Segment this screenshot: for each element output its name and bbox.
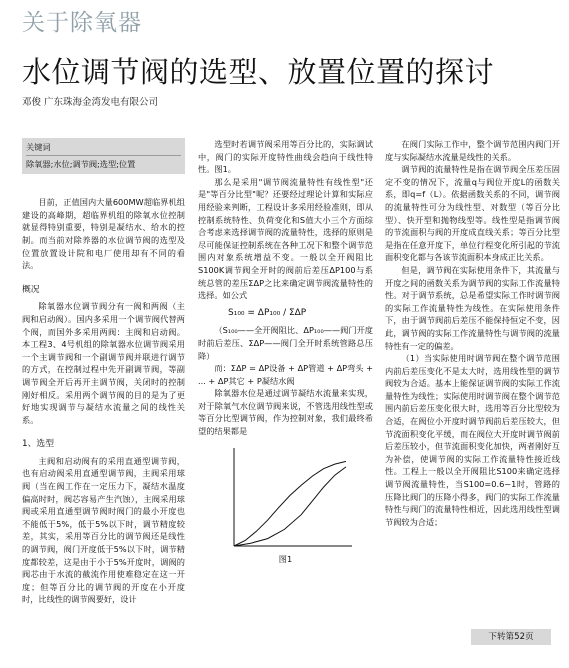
col2-paragraph-1: 选型时若调节阀采用等百分比的，实际调试中，阀门的实际开度特性曲线会趋向于线性特性。图1。: [198, 139, 373, 175]
chart-series-line-2: [234, 467, 346, 546]
intro-paragraph: 目前，正值国内大量600MW超临界机组建设的高峰期，超临界机组的除氧水位控制就显得特别重要，特别是凝结水、给水的控制。而当前对除养器的水位调节阀的选型及位置放置设计院和电厂使用却有不同的看法。: [22, 197, 185, 271]
col3-paragraph-3: 但是，调节阀在实际使用条件下，其流量与开度之间的函数关系为调节阀的实际工作流量特性。对于调节系统，总是希望实际工作时调节阀的实际工作流量特性为线性。在实际使用条件下，由于调节阀前后差压不能保持恒定不变，因此，调节阀的实际工作流量特性与调节阀的流量特性有一定的偏差。: [385, 264, 560, 351]
col3-paragraph-1: 在阀门实际工作中，整个调节范围内阀门开度与实际凝结水流量是线性的关系。: [385, 139, 560, 162]
keywords-text: 除氧器;水位;调节阀;选型;位置: [26, 158, 136, 169]
section-1-heading: 1、选型: [22, 439, 54, 450]
section-1-paragraph: 主阀和启动阀有的采用直通型调节阀，也有启动阀采用直通型调节阀，主阀采用球阀（当在阀工作在一定压力下，凝结水温度偏高时时，阀芯容易产生汽蚀），主阀采用球阀或采用直通型调节阀时阀门的最小开度也不能低于5%，低于5%以下时，调节精度较差，其实，采用等百分比的调节阀还是线性的调节阀，阀门开度低于5%以下时，调节精度都较差，这是由于小于5%开度时，调阀的阀芯由于水流的截流作用使难稳定在这一开度；但等百分比的调节阀的开度在小开度时，比线性的调节阀要好，设计: [22, 455, 185, 605]
article-title: 水位调节阀的选型、放置位置的探讨: [22, 55, 495, 89]
overview-heading: 概况: [22, 284, 40, 295]
column-3: [385, 138, 560, 528]
col3-paragraph-4: （1）当实际使用时调节阀在整个调节范围内前后差压变化不是太大时，选用线性型的调节阀较为合适。基本上能保证调节阀的实际工作流量特性为线性；实际使用时调节阀在整个调节范围内前后差压变化很大时，选用等百分比型较为合适，在阀位小开度时调节阀前后差压较大，但节流面积变化平缓，而在阀位大开度时调节阀前后差压较小，但节流面积变化加快，两者刚好互为补偿，使调节阀的实际工作流量特性接近线性。工程上一般以全开阀阻比S100来确定选择调节阀流量特性，当S100=0.6~1时，管路的压降比阀门的压降小得多，阀门的实际工作流量特性与阀门的流量特性相近，因此选用线性型调节阀较为合适；: [385, 353, 560, 527]
col2-paragraph-2: 那么是采用"调节阀流量特性有线性型"还是"等百分比型"呢？还要经过理论计算和实际应用经验来判断，工程设计多采用经验准则，即从控制系统特性、负荷变化和S值大小三个方面综合考虑来选择调节阀的流量特性，选择的原则是尽可能保证控制系统在各种工况下和整个调节范围内对象系统增益不变。一般以全开阀阻比S100K调节阀全开时的阀前后差压ΔP100与系统总管的差压ΣΔP之比来确定调节阀流量特性的选择。如公式: [198, 176, 373, 301]
section-label: 关于除氧器: [22, 10, 142, 36]
formula-definition: （S₁₀₀——全开阀阻比、ΔP₁₀₀——阀门开度时前后差压、ΣΔP——阀门全开时系统管路总压降）: [198, 325, 373, 361]
keywords-box: [22, 138, 185, 174]
chart-series-group: [234, 461, 346, 546]
column-2: [198, 138, 373, 566]
author-byline: 邓俊 广东珠海金湾发电有限公司: [22, 97, 159, 108]
figure-1-chart: [228, 444, 358, 552]
formula-label: S₁₀₀ = ΔP₁₀₀ / ΣΔP: [228, 307, 307, 318]
column-1: [22, 138, 185, 606]
col3-paragraph-2: 调节阀的流量特性是指在调节阀全压差压固定不变的情况下，流量q与阀位开度L的函数关系，即q=f（L）。依据函数关系的不同，调节阀的流量特性可分为线性型、对数型（等百分比型）、快开型和抛物线型等。线性型是指调节阀的节流面积与阀的开度成直线关系；等百分比型是指在任意开度下，单位行程变化所引起的节流面积变化都与各该节流面积本身成正比关系。: [385, 164, 560, 263]
figure-caption: 图1: [278, 554, 293, 565]
chart-series-line-1: [234, 461, 346, 546]
next-page-link[interactable]: 下转第52页: [471, 629, 551, 645]
formula: [228, 307, 373, 320]
formula-sum: 而：ΣΔP = ΔP设备 + ΔP管道 + ΔP弯头 + ... + ΔP其它 + P凝结水阀: [198, 363, 373, 386]
keywords-title: 关键词: [26, 141, 181, 156]
col2-paragraph-3: 除氧器水位是通过调节凝结水流量来实现，对于除氧气水位调节阀来说，不管选用线性型或等百分比型调节阀，作为控制对象，我们最终希望的结果都是: [198, 388, 373, 437]
overview-paragraph: 除氧器水位调节阀分有一阀和两阀（主阀和启动阀）。国内多采用一个调节阀代替两个阀，而国外多采用两阀：主阀和启动阀。本工程3、4号机组的除氧器水位调节阀采用一个主调节阀和一个副调节阀并联进行调节的方式，在控制过程中先开副调节阀，等副调节阀全开后再开主调节阀，关闭时的控制刚好相反。采用两个调节阀的目的是为了更好地实现调节与凝结水流量之间的线性关系。: [22, 301, 185, 425]
